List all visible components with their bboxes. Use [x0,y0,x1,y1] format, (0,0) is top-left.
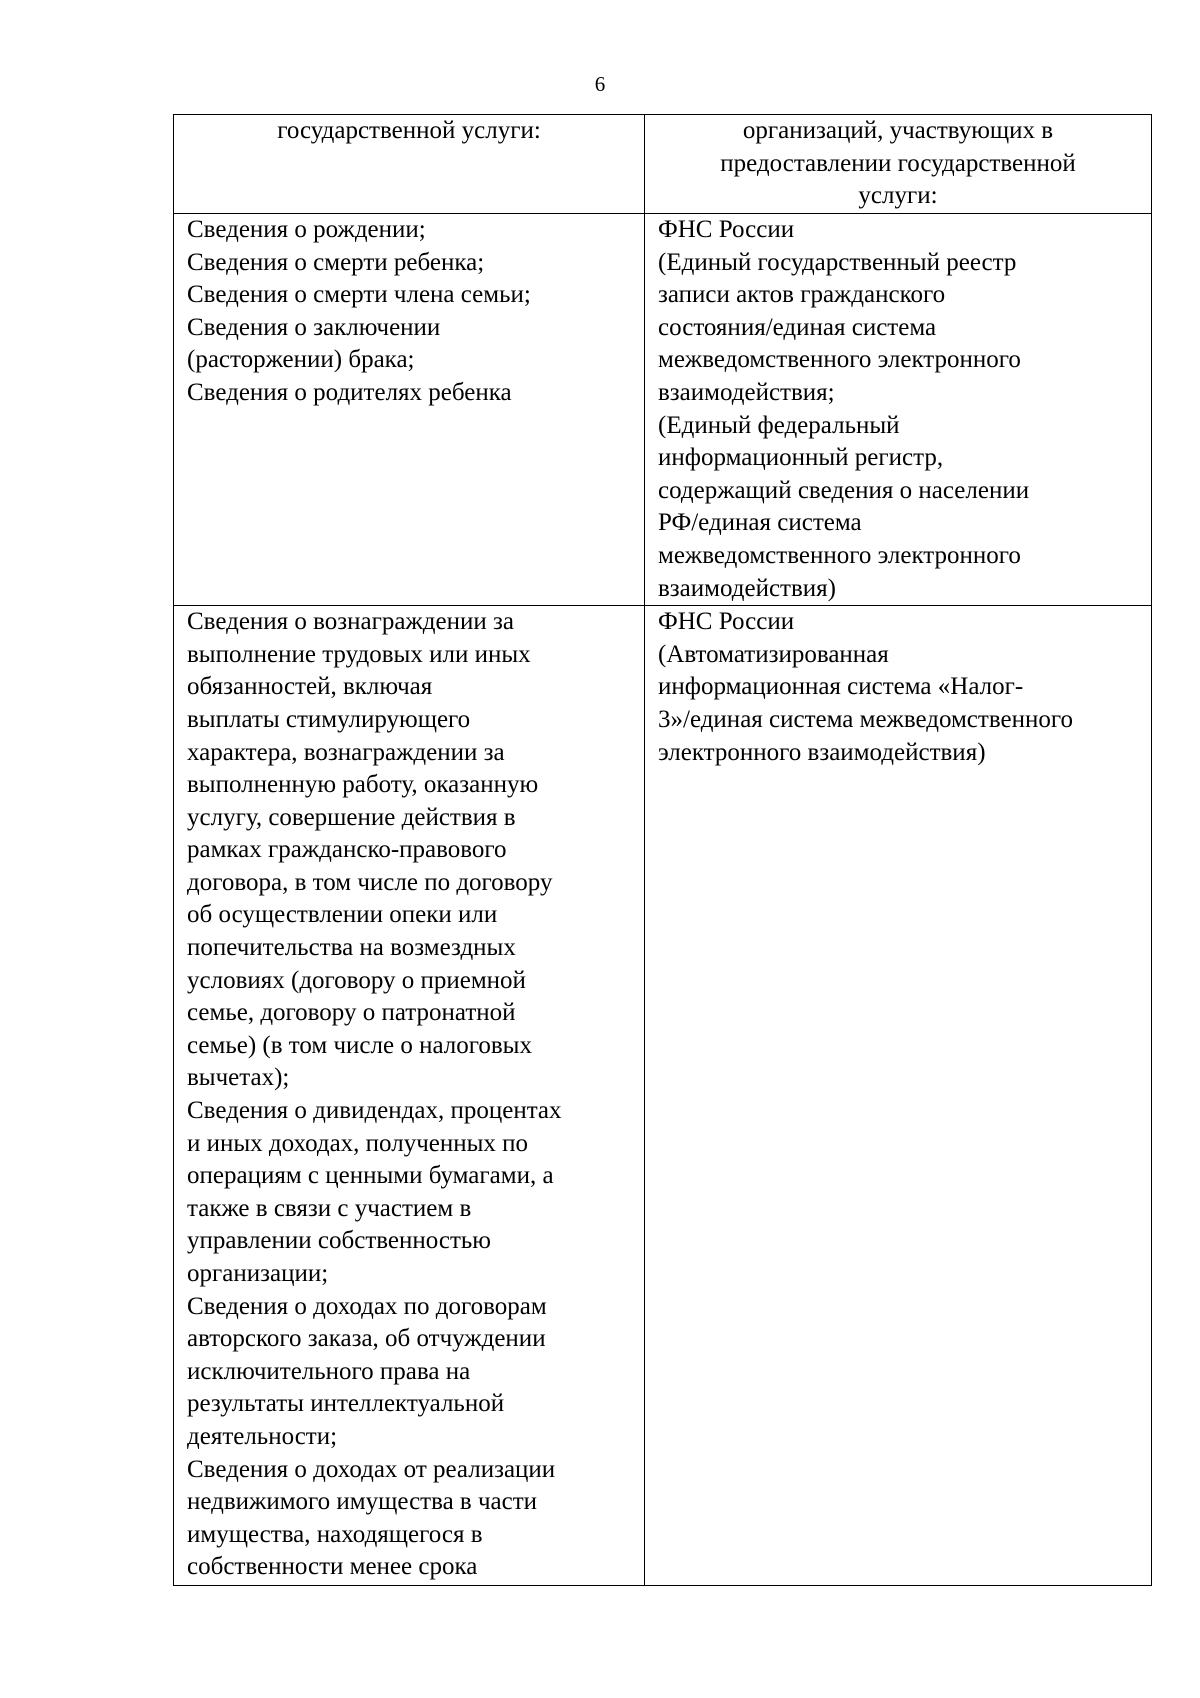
table-row [174,606,1152,1586]
text-line: информационный регистр, [658,444,944,472]
text-line: семье, договору о патронатной [187,999,516,1027]
text-line: содержащий сведения о населении [658,476,1030,504]
text-line: договора, в том числе по договору [187,868,553,896]
text-line: выполнение трудовых или иных [187,640,531,668]
text-line: имущества, находящегося в [187,1520,483,1548]
text-line: обязанностей, включая [187,673,433,701]
text-line: межведомственного электронного [658,346,1021,374]
text-line: результаты интеллектуальной [187,1390,505,1418]
text-line: управлении собственностью [187,1227,491,1255]
text-line: (Автоматизированная [658,640,889,668]
text-line: ФНС России [658,216,795,243]
text-line: недвижимого имущества в части [187,1488,538,1516]
header-cell-organizations [645,115,1152,214]
text-line: семье) (в том числе о налоговых [187,1031,532,1059]
text-line: также в связи с участием в [187,1194,472,1222]
text-line: попечительства на возмездных [187,934,516,962]
services-table [173,114,1152,1586]
text-line: операциям с ценными бумагами, а [187,1162,554,1190]
text-line: межведомственного электронного [658,541,1021,569]
text-line: (Единый государственный реестр [658,248,1017,276]
text-line: Сведения о вознаграждении за [187,608,514,636]
text-line: Сведения о родителях ребенка [187,378,512,406]
table-header-row [174,115,1152,214]
text-line: организации; [187,1260,329,1287]
text-line: исключительного права на [187,1357,471,1385]
text-line: записи актов гражданского [658,281,946,309]
text-line: и иных доходах, полученных по [187,1129,529,1157]
text-line: услуги: [858,182,938,210]
text-line: Сведения о смерти ребенка; [187,248,485,276]
text-line: Сведения о доходах от реализации [187,1455,556,1483]
text-line: информационная система «Налог- [658,673,1024,701]
cell-source-organization [645,606,1152,1586]
text-line: состояния/единая система [658,313,937,341]
text-line: организаций, участвующих в [742,117,1054,144]
cell-source-organization [645,214,1152,606]
cell-information-list [174,606,645,1586]
text-line: (расторжении) брака; [187,346,415,374]
text-line: деятельности; [187,1422,338,1450]
text-line: рамках гражданско-правового [187,836,507,864]
header-cell-service [174,115,645,214]
text-line: электронного взаимодействия) [658,738,986,766]
text-line: государственной услуги: [277,117,541,144]
cell-information-list [174,214,645,606]
text-line: Сведения о заключении [187,313,441,341]
text-line: авторского заказа, об отчуждении [187,1325,546,1353]
text-line: взаимодействия; [658,378,835,406]
text-line: об осуществлении опеки или [187,901,498,929]
text-line: (Единый федеральный [658,411,900,439]
text-line: условиях (договору о приемной [187,966,526,994]
text-line: взаимодействия) [658,574,836,602]
text-line: Сведения о дивидендах, процентах [187,1097,562,1125]
text-line: Сведения о рождении; [187,216,426,243]
text-line: РФ/единая система [658,509,862,537]
text-line: Сведения о смерти члена семьи; [187,281,531,309]
table-row [174,214,1152,606]
page-number: 6 [594,72,606,96]
text-line: ФНС России [658,608,795,636]
text-line: характера, вознаграждении за [187,738,505,766]
text-line: 3»/единая система межведомственного [658,705,1073,733]
text-line: выполненную работу, оказанную [187,771,539,799]
text-line: услугу, совершение действия в [187,803,516,831]
text-line: предоставлении государственной [720,149,1076,177]
text-line: Сведения о доходах по договорам [187,1292,547,1320]
text-line: выплаты стимулирующего [187,705,471,733]
text-line: вычетах); [187,1064,290,1092]
text-line: собственности менее срока [187,1553,478,1581]
